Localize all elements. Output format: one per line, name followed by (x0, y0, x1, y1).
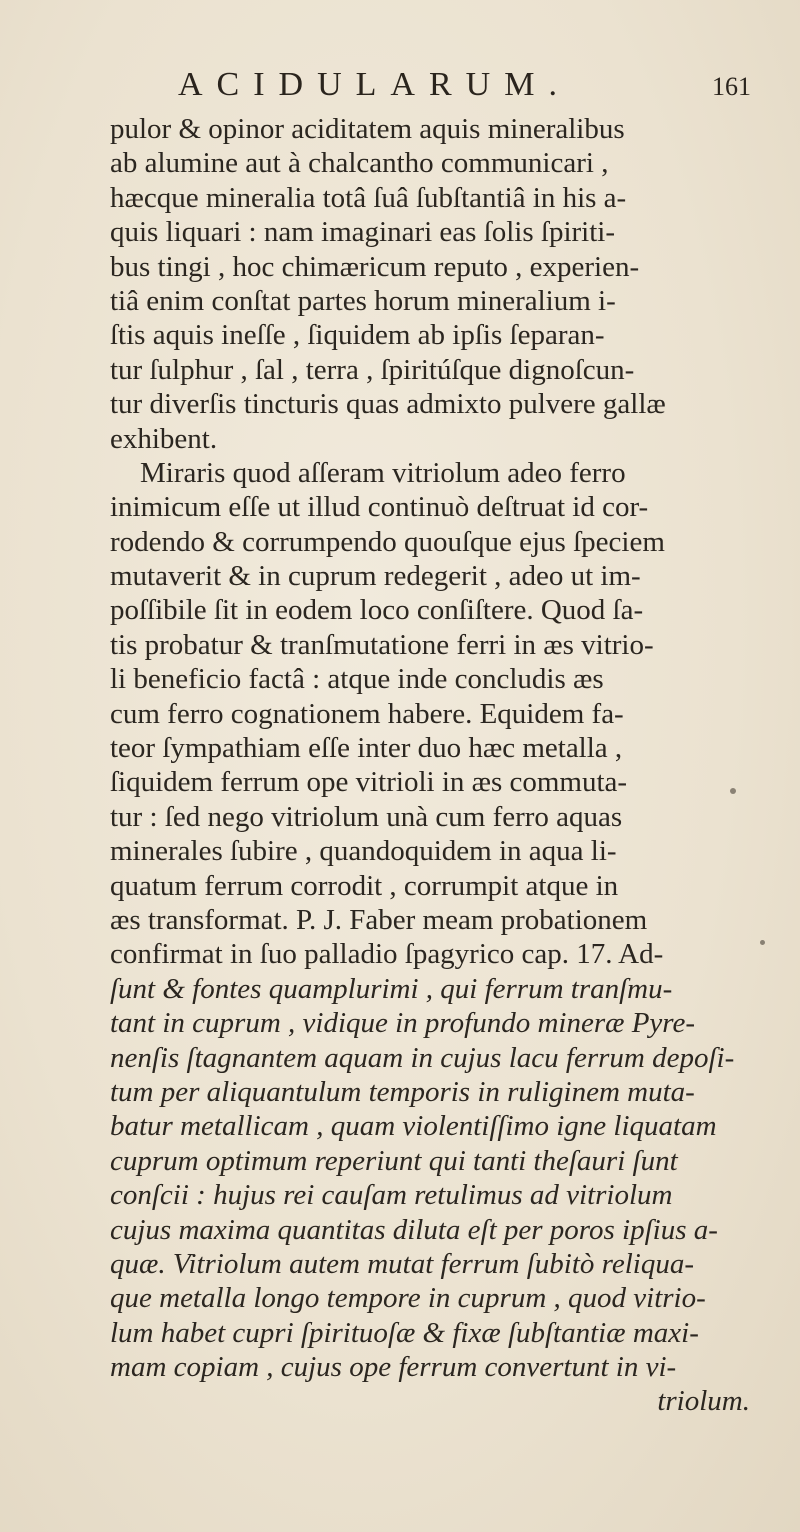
italic-quote-line: lum habet cupri ſpirituoſæ & fixæ ſubſtantiæ maxi- (110, 1316, 699, 1349)
text-line: quis liquari : nam imaginari eas ſolis ſpiriti- (110, 216, 615, 249)
text-line: rodendo & corrumpendo quouſque ejus ſpeciem (110, 525, 665, 558)
page-number: 161 (712, 72, 751, 101)
text-line: tiâ enim conſtat partes horum mineralium i- (110, 284, 616, 317)
running-title: ACIDULARUM. (178, 66, 571, 103)
catchword-line: triolum. (657, 1385, 750, 1418)
text-line: quatum ferrum corrodit , corrumpit atque in (110, 869, 619, 902)
text-line: exhibent. (110, 422, 218, 455)
text-line: tur ſulphur , ſal , terra , ſpiritúſque dignoſcun- (110, 353, 635, 386)
page-header (0, 66, 800, 106)
text-line: tis probatur & tranſmutatione ferri in æs vitrio- (110, 628, 654, 661)
text-line: ſtis aquis ineſſe , ſiquidem ab ipſis ſeparan- (110, 319, 605, 352)
text-line: teor ſympathiam eſſe inter duo hæc metalla , (110, 732, 623, 765)
text-line: inimicum eſſe ut illud continuò deſtruat id cor- (110, 491, 649, 524)
ink-speck (760, 940, 765, 945)
text-line: minerales ſubire , quandoquidem in aqua li- (110, 835, 617, 868)
italic-quote-line: cujus maxima quantitas diluta eſt per poros ipſius a- (110, 1213, 718, 1246)
body-text (110, 112, 750, 1419)
text-line: poſſibile ſit in eodem loco conſiſtere. Quod ſa- (110, 594, 644, 627)
italic-quote-line: tum per aliquantulum temporis in ruliginem muta- (110, 1075, 695, 1108)
italic-quote-line: quæ. Vitriolum autem mutat ferrum ſubitò reliqua- (110, 1247, 695, 1280)
text-line: æs transformat. P. J. Faber meam probationem (110, 903, 648, 936)
text-line: confirmat in ſuo palladio ſpagyrico cap. 17. Ad- (110, 938, 664, 971)
italic-quote-line: batur metallicam , quam violentiſſimo igne liquatam (110, 1110, 717, 1143)
text-line: bus tingi , hoc chimæricum reputo , experien- (110, 250, 640, 283)
italic-quote-line: cuprum optimum reperiunt qui tanti theſauri ſunt (110, 1144, 678, 1177)
text-line: tur diverſis tincturis quas admixto pulvere gallæ (110, 388, 666, 421)
ink-speck (730, 788, 736, 794)
paragraph-start-line: Miraris quod aſſeram vitriolum adeo ferro (140, 456, 626, 489)
text-line: ab alumine aut à chalcantho communicari , (110, 147, 609, 180)
text-line: tur : ſed nego vitriolum unà cum ferro aquas (110, 800, 623, 833)
italic-quote-line: ſunt & fontes quamplurimi , qui ferrum tranſmu- (110, 972, 673, 1005)
italic-quote-line: conſcii : hujus rei cauſam retulimus ad vitriolum (110, 1179, 673, 1212)
text-line: pulor & opinor aciditatem aquis mineralibus (110, 113, 625, 145)
text-line: hæcque mineralia totâ ſuâ ſubſtantiâ in his a- (110, 181, 627, 214)
italic-quote-line: mam copiam , cujus ope ferrum convertunt in vi- (110, 1351, 677, 1384)
text-line: mutaverit & in cuprum redegerit , adeo ut im- (110, 560, 641, 593)
text-line: li beneficio factâ : atque inde concludis æs (110, 663, 604, 696)
italic-quote-line: nenſis ſtagnantem aquam in cujus lacu ferrum depoſi- (110, 1041, 735, 1074)
text-line: ſiquidem ferrum ope vitrioli in æs commuta- (110, 766, 628, 799)
text-line: cum ferro cognationem habere. Equidem fa- (110, 697, 624, 730)
italic-quote-line: tant in cuprum , vidique in profundo mineræ Pyre- (110, 1007, 696, 1040)
italic-quote-line: que metalla longo tempore in cuprum , quod vitrio- (110, 1282, 706, 1315)
